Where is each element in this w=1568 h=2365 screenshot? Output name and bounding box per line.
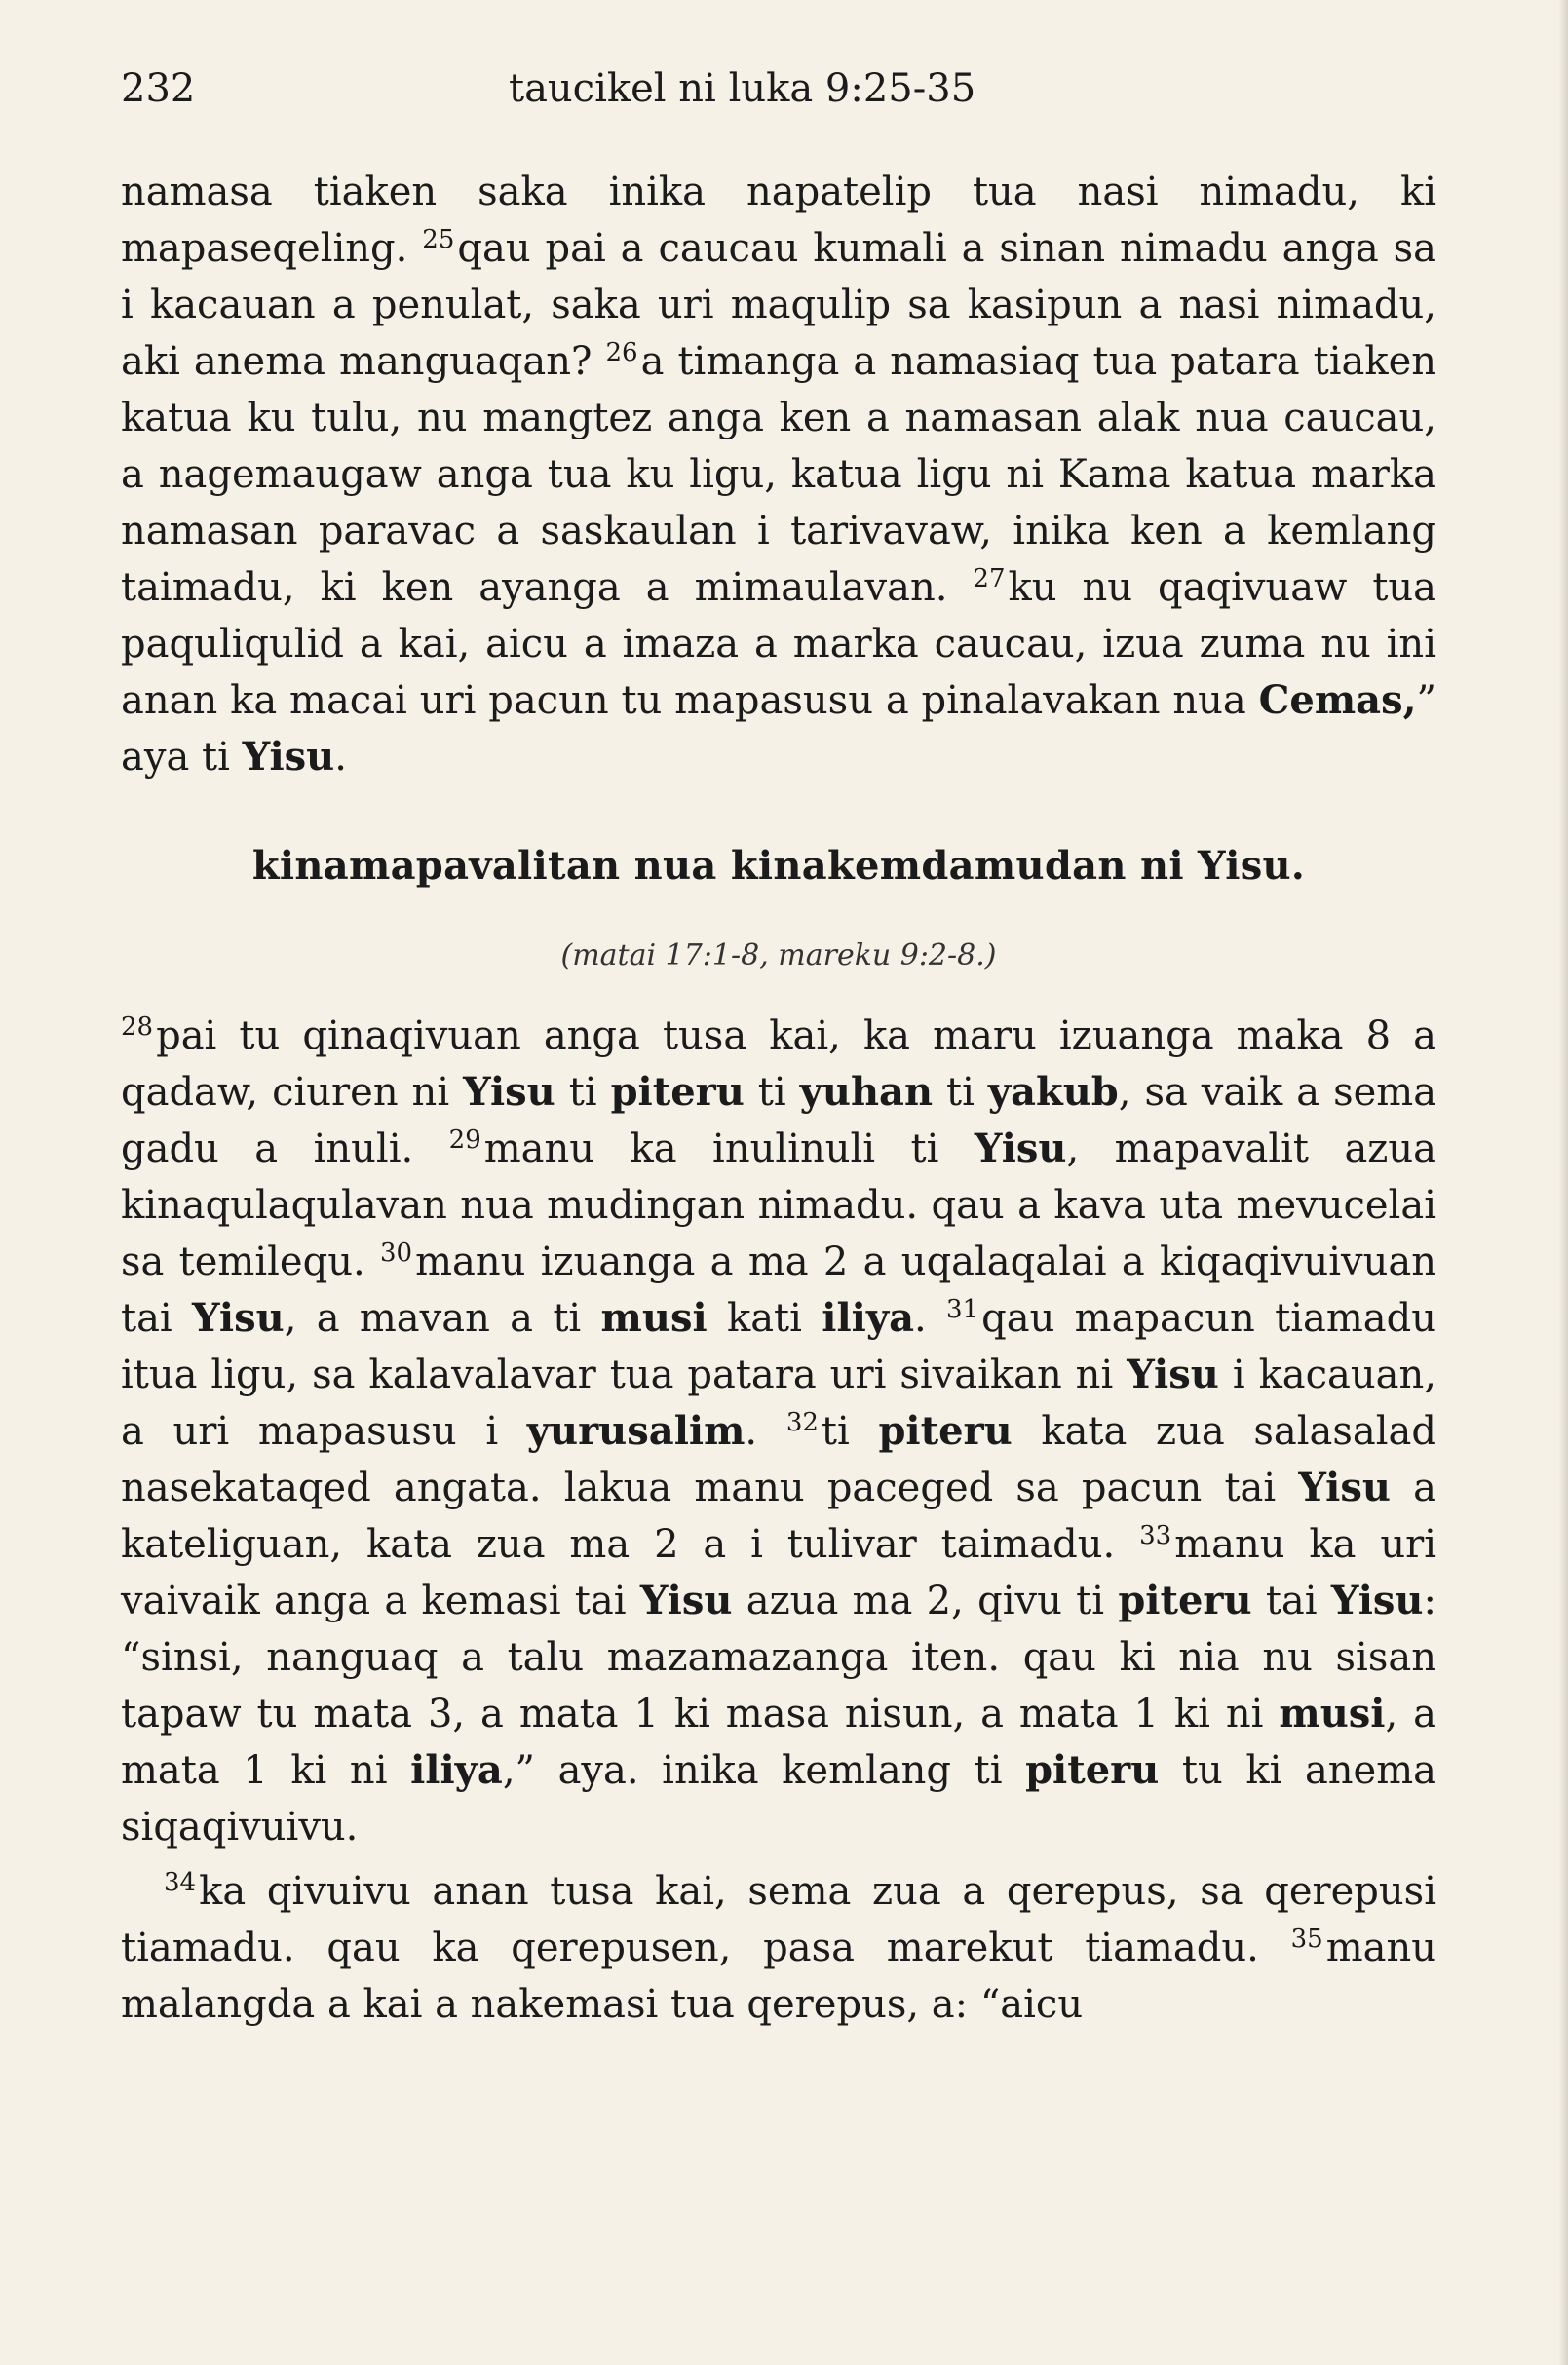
bold-name: Yisu bbox=[1298, 1465, 1391, 1510]
text-run: , mapavalit azua kinaqulaqulavan nua mudingan nimadu. qau a kava uta mevucelai sa temilequ. bbox=[121, 1126, 1436, 1284]
bold-name: piteru bbox=[610, 1069, 745, 1115]
paragraph-verse-34 bbox=[121, 1863, 1436, 2033]
verse-number: 31 bbox=[946, 1295, 979, 1324]
text-run: ti bbox=[555, 1070, 611, 1115]
paragraph-gap bbox=[121, 1855, 1436, 1863]
text-run: , a mavan a ti bbox=[284, 1296, 601, 1341]
bold-name: Cemas, bbox=[1258, 677, 1417, 723]
bold-name: piteru bbox=[1025, 1747, 1160, 1793]
bold-name: Yisu bbox=[1127, 1352, 1219, 1397]
text-run: kati bbox=[707, 1296, 822, 1341]
bold-name: musi bbox=[1279, 1691, 1386, 1736]
verse-number: 28 bbox=[121, 1012, 154, 1042]
text-run: , sa vaik a sema gadu a inuli. bbox=[121, 1070, 1437, 1171]
text-run: manu ka uri vaivaik anga a kemasi tai bbox=[121, 1522, 1436, 1623]
bold-name: musi bbox=[600, 1295, 708, 1341]
text-run: . bbox=[334, 735, 347, 780]
verse-number: 27 bbox=[973, 564, 1006, 593]
page-edge bbox=[1558, 0, 1568, 2365]
text-run: i kacauan, a uri mapasusu i bbox=[121, 1353, 1436, 1454]
bold-name: iliya bbox=[410, 1747, 503, 1793]
text-run: manu ka inulinuli ti bbox=[483, 1126, 975, 1171]
bold-name: Yisu bbox=[1330, 1578, 1424, 1623]
text-run: tu ki anema siqaqivuivu. bbox=[121, 1748, 1437, 1850]
text-run: ti bbox=[744, 1070, 800, 1115]
page-body bbox=[121, 164, 1436, 2033]
text-run: . bbox=[745, 1409, 786, 1454]
text-run: pai tu qinaqivuan anga tusa kai, ka maru izuanga maka 8 a qadaw, ciuren ni bbox=[121, 1013, 1436, 1115]
bold-name: piteru bbox=[878, 1408, 1013, 1454]
page-header bbox=[121, 66, 1436, 125]
paragraph-continuation bbox=[121, 164, 1436, 785]
bold-name: yurusalim bbox=[526, 1408, 746, 1454]
text-run: . bbox=[914, 1296, 947, 1341]
paragraph-verse-28 bbox=[121, 1008, 1436, 1855]
bold-name: Yisu bbox=[192, 1295, 285, 1341]
text-run: ka qivuivu anan tusa kai, sema zua a qerepus, sa qerepusi tiamadu. qau ka qerepusen, pasa marekut tiamadu. bbox=[121, 1869, 1436, 1970]
bold-name: iliya bbox=[822, 1295, 914, 1341]
verse-number: 30 bbox=[380, 1239, 413, 1268]
text-run: namasa tiaken saka inika napatelip tua nasi nimadu, ki mapaseqeling. bbox=[121, 170, 1436, 271]
bold-name: yuhan bbox=[799, 1069, 934, 1115]
bold-name: Yisu bbox=[463, 1069, 555, 1115]
text-run: ti bbox=[821, 1409, 879, 1454]
bold-name: yakub bbox=[987, 1069, 1119, 1115]
text-run: manu izuanga a ma 2 a uqalaqalai a kiqaqivuivuan tai bbox=[121, 1240, 1436, 1341]
text-run: qau pai a caucau kumali a sinan nimadu anga sa i kacauan a penulat, saka uri maqulip sa kasipun a nasi nimadu, aki anema manguaqan? bbox=[121, 226, 1436, 384]
verse-number: 33 bbox=[1139, 1521, 1172, 1550]
bold-name: piteru bbox=[1118, 1578, 1252, 1623]
verse-number: 32 bbox=[785, 1408, 819, 1437]
text-run: tai bbox=[1251, 1579, 1331, 1623]
text-run: ku nu qaqivuaw tua paquliqulid a kai, aicu a imaza a marka caucau, izua zuma nu ini anan ka macai uri pacun tu mapasusu a pinalavakan nua bbox=[121, 565, 1436, 723]
text-run: ti bbox=[933, 1070, 988, 1115]
text-run: qau mapacun tiamadu itua ligu, sa kalavalavar tua patara uri sivaikan ni bbox=[121, 1296, 1436, 1397]
text-run: manu malangda a kai a nakemasi tua qerepus, a: “aicu bbox=[121, 1926, 1436, 2027]
verse-number: 34 bbox=[164, 1868, 197, 1897]
text-run: ,” aya. inika kemlang ti bbox=[502, 1748, 1026, 1793]
verse-number: 35 bbox=[1290, 1925, 1323, 1954]
text-run: : “sinsi, nanguaq a talu mazamazanga iten. qau ki nia nu sisan tapaw tu mata 3, a mata 1 ki masa nisun, a mata 1 ki ni bbox=[121, 1579, 1436, 1736]
page-number: 232 bbox=[121, 66, 196, 111]
bold-name: Yisu bbox=[639, 1578, 733, 1623]
section-heading: kinamapavalitan nua kinakemdamudan ni Yisu. bbox=[251, 843, 1306, 889]
text-run: azua ma 2, qivu ti bbox=[732, 1579, 1119, 1623]
cross-reference: (matai 17:1-8, mareku 9:2-8.) bbox=[560, 938, 997, 973]
verse-number: 26 bbox=[605, 338, 638, 367]
text-run: a kateliguan, kata zua ma 2 a i tulivar taimadu. bbox=[121, 1466, 1436, 1567]
running-title: taucikel ni luka 9:25-35 bbox=[509, 66, 976, 111]
text-run: ” aya ti bbox=[121, 678, 1436, 780]
verse-number: 29 bbox=[448, 1125, 481, 1155]
bold-name: Yisu bbox=[242, 734, 335, 780]
text-run: a timanga a namasiaq tua patara tiaken katua ku tulu, nu mangtez anga ken a namasan alak nua caucau, a nagemaugaw anga tua ku ligu, katua ligu ni Kama katua marka namasan paravac a saskaulan i tarivavaw, inika ken a kemlang taimadu, ki ken ayanga a mimaulavan. bbox=[121, 339, 1437, 610]
text-run: , a mata 1 ki ni bbox=[121, 1692, 1436, 1793]
text-run: kata zua salasalad nasekataqed angata. lakua manu paceged sa pacun tai bbox=[121, 1409, 1436, 1510]
verse-number: 25 bbox=[422, 225, 455, 254]
bold-name: Yisu bbox=[974, 1125, 1067, 1171]
